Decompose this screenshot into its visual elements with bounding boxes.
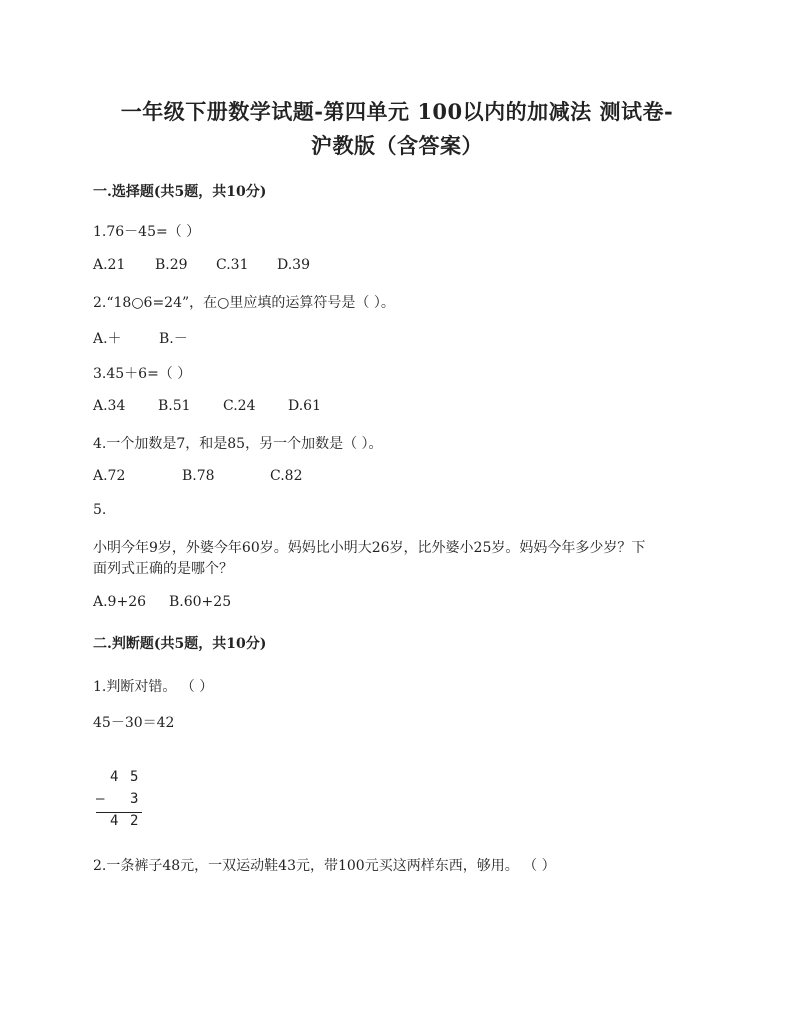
vertical-digit-ones-middle: 3 (130, 791, 139, 807)
question-5-stem-line-1: 小明今年9岁，外婆今年60岁。妈妈比小明大26岁，比外婆小25岁。妈妈今年多少岁？下 (93, 540, 646, 556)
question-1-option-c: C.31 (216, 257, 249, 273)
vertical-digit-ones-top: 5 (130, 769, 139, 785)
question-3-stem: 3.45＋6=（ ） (93, 366, 192, 382)
section-1-heading: 一.选择题(共5题，共10分) (93, 184, 267, 200)
question-3-option-a: A.34 (93, 398, 126, 414)
question-1-options (93, 257, 310, 273)
question-2-options (93, 328, 188, 348)
question-4-option-a: A.72 (93, 468, 126, 484)
section-2-heading: 二.判断题(共5题，共10分) (93, 636, 267, 652)
vertical-digit-ones-result: 2 (130, 813, 139, 829)
document-title-line-1: 一年级下册数学试题-第四单元 100以内的加减法 测试卷- (120, 99, 674, 124)
vertical-digit-tens-result: 4 (110, 813, 119, 829)
question-4-option-b: B.78 (182, 468, 215, 484)
question-5-options (93, 594, 231, 610)
question-2-stem: 2.“18○6=24”，在○里应填的运算符号是（ ）。 (93, 295, 395, 311)
question-5-number: 5. (93, 502, 107, 518)
vertical-minus-sign: — (96, 791, 105, 807)
question-5-option-b: B.60+25 (169, 594, 232, 610)
judge-question-2-stem: 2.一条裤子48元，一双运动鞋43元，带100元买这两样东西，够用。 （ ） (93, 858, 556, 874)
question-3-option-b: B.51 (158, 398, 191, 414)
question-3-options (93, 398, 321, 414)
question-1-option-a: A.21 (93, 257, 126, 273)
question-5-stem-line-2: 面列式正确的是哪个？ (93, 561, 233, 577)
vertical-digit-tens-top: 4 (110, 769, 119, 785)
question-1-option-b: B.29 (155, 257, 188, 273)
question-1-stem: 1.76－45=（ ） (93, 224, 201, 240)
document-title-line-2: 沪教版（含答案） (311, 133, 483, 158)
question-5-option-a: A.9+26 (93, 594, 147, 610)
question-3-option-d: D.61 (288, 398, 321, 414)
judge-question-1-equation: 45－30＝42 (93, 715, 175, 731)
question-3-option-c: C.24 (223, 398, 256, 414)
question-1-option-d: D.39 (277, 257, 310, 273)
judge-question-1-stem: 1.判断对错。 （ ） (93, 679, 214, 695)
question-2-option-b: B.－ (159, 331, 188, 347)
question-4-options (93, 468, 302, 484)
question-2-option-a: A.＋ (93, 331, 122, 347)
vertical-subtraction (96, 769, 146, 835)
question-4-stem: 4.一个加数是7，和是85，另一个加数是（ ）。 (93, 436, 383, 452)
question-4-option-c: C.82 (270, 468, 303, 484)
